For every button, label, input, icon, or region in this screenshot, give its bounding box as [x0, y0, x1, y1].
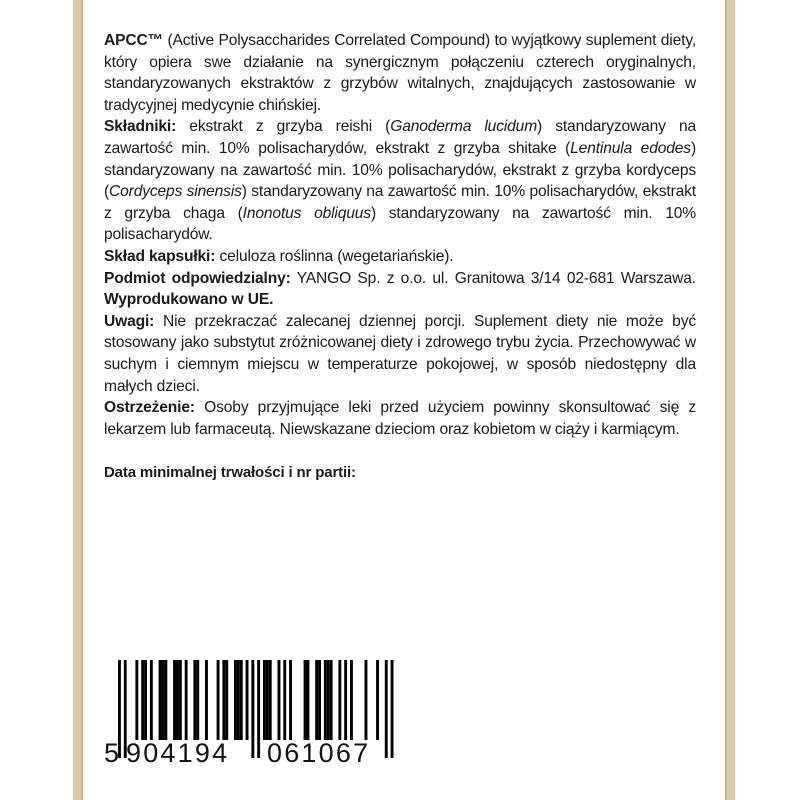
barcode-bar: [376, 660, 379, 740]
barcode-bar: [307, 660, 310, 740]
warning-paragraph: [104, 397, 696, 440]
barcode-bar: [304, 660, 307, 740]
barcode-bar: [217, 660, 220, 740]
responsible-label: Podmiot odpowiedzialny:: [104, 269, 291, 287]
apcc-label: APCC™: [104, 32, 164, 49]
notes-paragraph: [104, 311, 696, 397]
barcode-bar: [185, 660, 188, 740]
capsule-text: celuloza roślinna (wegetariańskie).: [215, 247, 454, 265]
barcode-bar: [318, 660, 321, 740]
capsule-paragraph: [104, 246, 696, 268]
barcode-bar: [365, 660, 368, 740]
barcode-bar: [350, 660, 353, 740]
barcode-bar: [176, 660, 179, 740]
barcode-bar: [240, 660, 243, 740]
barcode-bar: [266, 660, 269, 740]
barcode-bar: [385, 660, 388, 758]
barcode-bar: [162, 660, 165, 740]
apcc-text: (Active Polysaccharides Correlated Compound) to wyjątkowy suplement diety, który opiera swe działanie na synergicznym połączeniu czterech oryginalnych, standaryzowanych ekstraktów z grzybów witalnych, znajdujących zastosowanie w tradycyjnej medycynie chińskiej.: [104, 32, 696, 114]
warning-label: Ostrzeżenie:: [104, 399, 195, 417]
barcode-bar: [179, 660, 182, 740]
ingredients-label: Składniki:: [104, 118, 177, 136]
barcode-bar: [222, 660, 225, 740]
label-frame-left: [73, 0, 83, 800]
barcode-bar: [234, 660, 237, 740]
label-frame-right: [725, 0, 735, 800]
responsible-text: YANGO Sp. z o.o. ul. Granitowa 3/14 02-681 Warszawa.: [290, 269, 696, 287]
barcode-bar: [150, 660, 153, 740]
ingredients-latin-2: Lentinula edodes: [570, 139, 691, 157]
barcode-bar: [196, 660, 199, 740]
barcode-bar: [257, 660, 260, 758]
barcode-bar: [278, 660, 281, 740]
barcode-right-group: 061067: [267, 738, 371, 768]
barcode-bar: [141, 660, 144, 740]
ingredients-latin-4: Inonotus obliquus: [242, 204, 371, 222]
barcode-bar: [391, 660, 394, 758]
barcode: [104, 660, 409, 770]
barcode-bar: [283, 660, 286, 740]
barcode-left-group: 904194: [126, 738, 230, 768]
ingredients-text-5: ) standaryzowany na zawartość min. 10% polisacharydów.: [104, 204, 696, 244]
barcode-bar: [237, 660, 240, 740]
barcode-bar: [159, 660, 162, 740]
barcode-bar: [144, 660, 147, 740]
notes-text: Nie przekraczać zalecanej dziennej porcji. Suplement diety nie może być stosowany jako substytut zróżnicowanej diety i zdrowego trybu życia. Przechowywać w suchym i ciemnym miejscu w temperaturze pokojowej, w sposób niedostępny dla małych dzieci.: [104, 312, 696, 395]
responsible-paragraph: [104, 268, 696, 311]
barcode-bar: [327, 660, 330, 740]
ingredients-latin-1: Ganoderma lucidum: [390, 118, 538, 136]
barcode-bar: [315, 660, 318, 740]
ingredients-latin-3: Cordyceps sinensis: [109, 183, 242, 201]
barcode-bar: [251, 660, 254, 758]
barcode-bar: [289, 660, 292, 740]
barcode-bar: [193, 660, 196, 740]
barcode-first-digit: 5: [104, 738, 122, 768]
batch-label: Data minimalnej trwałości i nr partii:: [104, 464, 356, 482]
notes-label: Uwagi:: [104, 312, 155, 330]
barcode-bar: [173, 660, 176, 740]
barcode-bar: [263, 660, 266, 740]
warning-text: Osoby przyjmujące leki przed użyciem powinny skonsultować się z lekarzem lub farmaceutą. Niewskazane dzieciom oraz kobietom w ciąży i karmiącym.: [104, 399, 696, 438]
product-label: [104, 30, 696, 484]
ingredients-text-4: ) standaryzowany na zawartość min. 10% polisacharydów, ekstrakt z grzyba chaga (: [104, 183, 696, 222]
barcode-bar: [269, 660, 272, 740]
ingredients-text-1: ekstrakt z grzyba reishi (: [176, 118, 391, 136]
ingredients-text-2: ) standaryzowany na zawartość min. 10% polisacharydów, ekstrakt z grzyba shitake (: [104, 118, 696, 157]
ingredients-paragraph: [104, 116, 696, 246]
capsule-label: Skład kapsułki:: [104, 247, 216, 265]
barcode-bar: [330, 660, 333, 740]
barcode-bar: [135, 660, 138, 740]
barcode-bar: [338, 660, 341, 740]
ingredients-text-3: ) standaryzowany na zawartość min. 10% polisacharydów, ekstrakt z grzyba kordyceps (: [104, 139, 696, 201]
background-right: [735, 0, 800, 800]
barcode-bar: [344, 660, 347, 740]
barcode-bar: [225, 660, 228, 740]
barcode-bar: [246, 660, 249, 740]
barcode-bar: [324, 660, 327, 740]
barcode-bar: [205, 660, 208, 740]
made-in-text: Wyprodukowano w UE.: [104, 291, 274, 309]
apcc-paragraph: [104, 30, 696, 116]
barcode-bar: [164, 660, 167, 740]
